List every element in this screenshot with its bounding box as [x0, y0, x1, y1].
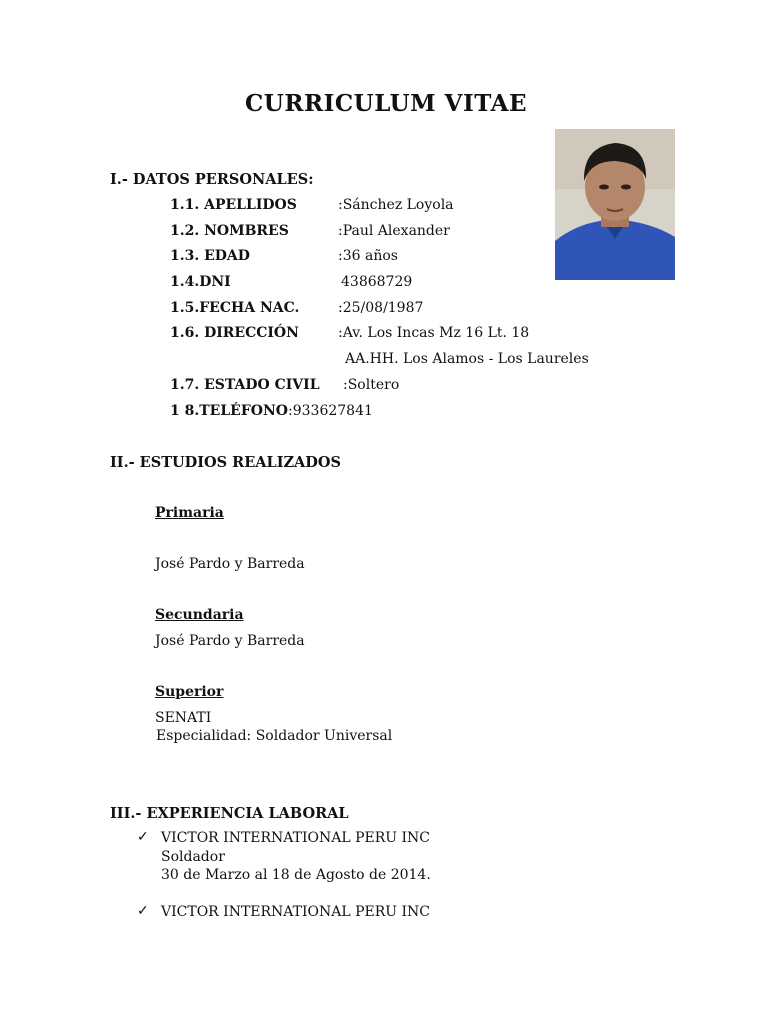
label-apellidos: 1.1. APELLIDOS: [170, 197, 297, 213]
value-nombres: :Paul Alexander: [338, 223, 450, 239]
document-title: CURRICULUM VITAE: [245, 90, 527, 117]
superior-specialty: Especialidad: Soldador Universal: [156, 728, 393, 744]
checkmark-icon: ✓: [137, 829, 149, 845]
value-edad: :36 años: [338, 248, 398, 264]
label-edad: 1.3. EDAD: [170, 248, 250, 264]
secundaria-label: Secundaria: [155, 607, 244, 623]
primaria-school: José Pardo y Barreda: [155, 556, 305, 572]
label-fecha-nac: 1.5.FECHA NAC.: [170, 300, 300, 316]
superior-school: SENATI: [155, 710, 212, 726]
value-dni: 43868729: [341, 274, 413, 290]
label-telefono: 1 8.TELÉFONO: [170, 403, 288, 419]
personal-data-heading: I.- DATOS PERSONALES:: [110, 171, 314, 188]
profile-photo: [555, 129, 675, 280]
label-direccion: 1.6. DIRECCIÓN: [170, 325, 299, 341]
experience-company: VICTOR INTERNATIONAL PERU INC: [161, 830, 431, 846]
value-estado-civil: :Soltero: [343, 377, 400, 393]
value-apellidos: :Sánchez Loyola: [338, 197, 454, 213]
label-nombres: 1.2. NOMBRES: [170, 223, 289, 239]
primaria-label: Primaria: [155, 505, 224, 521]
person-photo-icon: [555, 129, 675, 280]
experience-heading: III.- EXPERIENCIA LABORAL: [110, 805, 349, 822]
experience-company: VICTOR INTERNATIONAL PERU INC: [161, 904, 431, 920]
experience-role: Soldador: [161, 849, 225, 865]
value-direccion: :Av. Los Incas Mz 16 Lt. 18: [338, 325, 530, 341]
checkmark-icon: ✓: [137, 903, 149, 919]
experience-period: 30 de Marzo al 18 de Agosto de 2014.: [161, 867, 431, 883]
value-fecha-nac: :25/08/1987: [338, 300, 424, 316]
label-estado-civil: 1.7. ESTADO CIVIL: [170, 377, 320, 393]
value-direccion-line2: AA.HH. Los Alamos - Los Laureles: [345, 351, 589, 367]
value-telefono: :933627841: [288, 403, 373, 419]
superior-label: Superior: [155, 684, 224, 700]
label-dni: 1.4.DNI: [170, 274, 231, 290]
studies-heading: II.- ESTUDIOS REALIZADOS: [110, 454, 341, 471]
secundaria-school: José Pardo y Barreda: [155, 633, 305, 649]
